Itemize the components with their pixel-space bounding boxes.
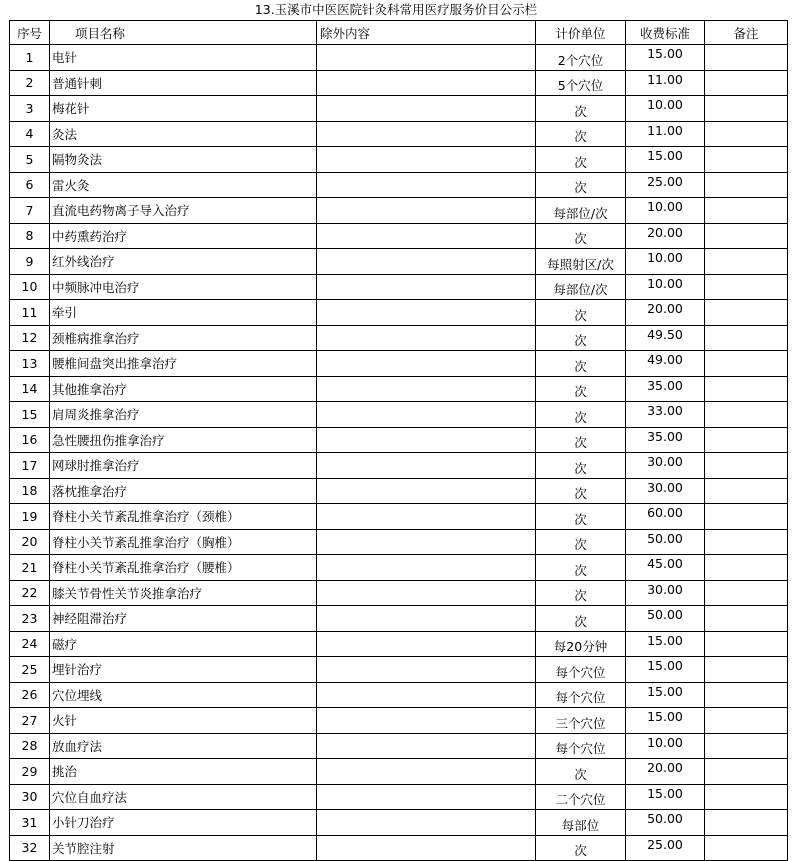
row-no: 16 [10, 427, 50, 453]
row-remark [705, 631, 788, 657]
row-fee: 35.00 [626, 427, 705, 453]
row-fee: 49.00 [626, 351, 705, 377]
row-unit: 每个穴位 [536, 733, 626, 759]
row-no: 11 [10, 300, 50, 326]
row-no: 6 [10, 172, 50, 198]
row-unit: 三个穴位 [536, 708, 626, 734]
row-unit: 次 [536, 453, 626, 479]
table-row [10, 708, 788, 734]
row-no: 28 [10, 733, 50, 759]
row-unit: 次 [536, 351, 626, 377]
row-unit: 2个穴位 [536, 45, 626, 71]
row-fee: 50.00 [626, 529, 705, 555]
row-remark [705, 198, 788, 224]
row-fee: 15.00 [626, 147, 705, 173]
table-row [10, 453, 788, 479]
row-no: 18 [10, 478, 50, 504]
row-unit: 次 [536, 504, 626, 530]
row-remark [705, 453, 788, 479]
row-name: 脊柱小关节紊乱推拿治疗（腰椎） [50, 555, 317, 581]
table-row [10, 172, 788, 198]
table-row [10, 70, 788, 96]
header-unit: 计价单位 [536, 21, 626, 45]
row-name: 火针 [50, 708, 317, 734]
row-name: 其他推拿治疗 [50, 376, 317, 402]
row-excluded [317, 147, 536, 173]
row-remark [705, 147, 788, 173]
row-excluded [317, 810, 536, 836]
row-name: 灸法 [50, 121, 317, 147]
row-excluded [317, 223, 536, 249]
header-name: 项目名称 [50, 21, 317, 45]
row-unit: 次 [536, 172, 626, 198]
header-no: 序号 [10, 21, 50, 45]
row-name: 牵引 [50, 300, 317, 326]
row-no: 31 [10, 810, 50, 836]
row-no: 10 [10, 274, 50, 300]
header-fee: 收费标准 [626, 21, 705, 45]
row-no: 5 [10, 147, 50, 173]
row-no: 30 [10, 784, 50, 810]
row-no: 26 [10, 682, 50, 708]
row-name: 穴位埋线 [50, 682, 317, 708]
row-unit: 次 [536, 478, 626, 504]
row-fee: 33.00 [626, 402, 705, 428]
row-name: 中频脉冲电治疗 [50, 274, 317, 300]
row-no: 23 [10, 606, 50, 632]
row-excluded [317, 45, 536, 71]
table-row [10, 759, 788, 785]
row-remark [705, 70, 788, 96]
row-fee: 11.00 [626, 121, 705, 147]
row-fee: 15.00 [626, 708, 705, 734]
row-remark [705, 325, 788, 351]
row-name: 中药熏药治疗 [50, 223, 317, 249]
table-row [10, 682, 788, 708]
row-unit: 每个穴位 [536, 682, 626, 708]
row-unit: 次 [536, 325, 626, 351]
row-fee: 10.00 [626, 96, 705, 122]
row-name: 肩周炎推拿治疗 [50, 402, 317, 428]
row-no: 1 [10, 45, 50, 71]
row-name: 雷火灸 [50, 172, 317, 198]
table-row [10, 351, 788, 377]
row-fee: 15.00 [626, 631, 705, 657]
row-name: 脊柱小关节紊乱推拿治疗（颈椎） [50, 504, 317, 530]
table-row [10, 325, 788, 351]
row-excluded [317, 555, 536, 581]
table-row [10, 223, 788, 249]
row-remark [705, 504, 788, 530]
row-remark [705, 708, 788, 734]
row-remark [705, 606, 788, 632]
row-unit: 次 [536, 223, 626, 249]
row-remark [705, 402, 788, 428]
row-unit: 次 [536, 402, 626, 428]
row-excluded [317, 325, 536, 351]
row-excluded [317, 657, 536, 683]
table-row [10, 96, 788, 122]
row-fee: 10.00 [626, 733, 705, 759]
table-row [10, 274, 788, 300]
row-name: 落枕推拿治疗 [50, 478, 317, 504]
row-no: 15 [10, 402, 50, 428]
row-excluded [317, 249, 536, 275]
row-fee: 25.00 [626, 172, 705, 198]
row-fee: 30.00 [626, 478, 705, 504]
row-no: 27 [10, 708, 50, 734]
row-name: 颈椎病推拿治疗 [50, 325, 317, 351]
row-unit: 次 [536, 555, 626, 581]
row-no: 17 [10, 453, 50, 479]
table-row [10, 478, 788, 504]
row-fee: 10.00 [626, 249, 705, 275]
row-excluded [317, 376, 536, 402]
row-no: 13 [10, 351, 50, 377]
table-row [10, 427, 788, 453]
row-fee: 15.00 [626, 45, 705, 71]
row-excluded [317, 198, 536, 224]
row-name: 腰椎间盘突出推拿治疗 [50, 351, 317, 377]
row-remark [705, 249, 788, 275]
row-name: 埋针治疗 [50, 657, 317, 683]
table-row [10, 555, 788, 581]
table-row [10, 45, 788, 71]
row-unit: 次 [536, 300, 626, 326]
row-excluded [317, 606, 536, 632]
row-fee: 20.00 [626, 759, 705, 785]
row-remark [705, 172, 788, 198]
row-excluded [317, 580, 536, 606]
row-remark [705, 784, 788, 810]
table-row [10, 784, 788, 810]
row-remark [705, 96, 788, 122]
table-row [10, 631, 788, 657]
row-fee: 50.00 [626, 810, 705, 836]
row-unit: 二个穴位 [536, 784, 626, 810]
table-row [10, 733, 788, 759]
row-no: 21 [10, 555, 50, 581]
row-unit: 5个穴位 [536, 70, 626, 96]
row-excluded [317, 402, 536, 428]
row-unit: 每照射区/次 [536, 249, 626, 275]
row-remark [705, 427, 788, 453]
row-excluded [317, 453, 536, 479]
row-unit: 每部位/次 [536, 198, 626, 224]
row-name: 梅花针 [50, 96, 317, 122]
row-excluded [317, 835, 536, 861]
row-remark [705, 121, 788, 147]
table-row [10, 810, 788, 836]
table-row [10, 529, 788, 555]
row-remark [705, 45, 788, 71]
row-name: 穴位自血疗法 [50, 784, 317, 810]
row-name: 挑治 [50, 759, 317, 785]
table-row [10, 606, 788, 632]
table-row [10, 504, 788, 530]
row-fee: 60.00 [626, 504, 705, 530]
row-remark [705, 835, 788, 861]
header-remark: 备注 [705, 21, 788, 45]
row-excluded [317, 70, 536, 96]
table-row [10, 300, 788, 326]
row-unit: 每20分钟 [536, 631, 626, 657]
row-remark [705, 657, 788, 683]
row-unit: 次 [536, 427, 626, 453]
row-unit: 次 [536, 96, 626, 122]
table-row [10, 580, 788, 606]
row-no: 20 [10, 529, 50, 555]
row-name: 磁疗 [50, 631, 317, 657]
row-no: 25 [10, 657, 50, 683]
row-name: 红外线治疗 [50, 249, 317, 275]
row-unit: 次 [536, 759, 626, 785]
row-excluded [317, 351, 536, 377]
row-no: 22 [10, 580, 50, 606]
row-name: 神经阻滞治疗 [50, 606, 317, 632]
row-fee: 11.00 [626, 70, 705, 96]
row-fee: 30.00 [626, 580, 705, 606]
row-fee: 50.00 [626, 606, 705, 632]
row-name: 关节腔注射 [50, 835, 317, 861]
table-row [10, 121, 788, 147]
row-excluded [317, 733, 536, 759]
row-remark [705, 555, 788, 581]
table-row [10, 657, 788, 683]
row-remark [705, 759, 788, 785]
row-no: 7 [10, 198, 50, 224]
row-name: 小针刀治疗 [50, 810, 317, 836]
row-unit: 次 [536, 121, 626, 147]
row-name: 普通针刺 [50, 70, 317, 96]
row-name: 隔物灸法 [50, 147, 317, 173]
row-excluded [317, 300, 536, 326]
table-row [10, 835, 788, 861]
row-no: 4 [10, 121, 50, 147]
page-title: 13.玉溪市中医医院针灸科常用医疗服务价目公示栏 [254, 2, 538, 17]
row-no: 2 [10, 70, 50, 96]
row-no: 12 [10, 325, 50, 351]
row-unit: 每个穴位 [536, 657, 626, 683]
row-unit: 次 [536, 835, 626, 861]
table-row [10, 402, 788, 428]
table-row [10, 376, 788, 402]
row-remark [705, 300, 788, 326]
table-row [10, 249, 788, 275]
row-name: 急性腰扭伤推拿治疗 [50, 427, 317, 453]
row-unit: 次 [536, 147, 626, 173]
row-fee: 20.00 [626, 223, 705, 249]
row-remark [705, 223, 788, 249]
row-name: 脊柱小关节紊乱推拿治疗（胸椎） [50, 529, 317, 555]
row-excluded [317, 631, 536, 657]
row-excluded [317, 274, 536, 300]
row-excluded [317, 121, 536, 147]
table-row [10, 198, 788, 224]
row-fee: 35.00 [626, 376, 705, 402]
row-unit: 次 [536, 529, 626, 555]
row-fee: 30.00 [626, 453, 705, 479]
row-unit: 次 [536, 376, 626, 402]
row-remark [705, 351, 788, 377]
row-no: 24 [10, 631, 50, 657]
row-no: 9 [10, 249, 50, 275]
row-fee: 25.00 [626, 835, 705, 861]
row-excluded [317, 759, 536, 785]
row-remark [705, 580, 788, 606]
row-excluded [317, 708, 536, 734]
row-fee: 15.00 [626, 682, 705, 708]
row-remark [705, 376, 788, 402]
row-excluded [317, 529, 536, 555]
table-row [10, 147, 788, 173]
row-name: 网球肘推拿治疗 [50, 453, 317, 479]
row-name: 电针 [50, 45, 317, 71]
row-remark [705, 478, 788, 504]
row-excluded [317, 427, 536, 453]
table-header-row [10, 21, 788, 45]
row-fee: 49.50 [626, 325, 705, 351]
row-remark [705, 733, 788, 759]
row-excluded [317, 682, 536, 708]
row-excluded [317, 784, 536, 810]
row-unit: 次 [536, 606, 626, 632]
row-excluded [317, 172, 536, 198]
row-fee: 45.00 [626, 555, 705, 581]
row-remark [705, 274, 788, 300]
row-excluded [317, 478, 536, 504]
row-fee: 15.00 [626, 657, 705, 683]
table-body [10, 45, 788, 861]
row-no: 8 [10, 223, 50, 249]
row-remark [705, 810, 788, 836]
row-fee: 15.00 [626, 784, 705, 810]
row-name: 放血疗法 [50, 733, 317, 759]
row-remark [705, 529, 788, 555]
row-no: 14 [10, 376, 50, 402]
row-fee: 10.00 [626, 198, 705, 224]
row-no: 19 [10, 504, 50, 530]
row-unit: 每部位/次 [536, 274, 626, 300]
row-fee: 20.00 [626, 300, 705, 326]
row-unit: 次 [536, 580, 626, 606]
row-remark [705, 682, 788, 708]
row-unit: 每部位 [536, 810, 626, 836]
header-excluded: 除外内容 [317, 21, 536, 45]
row-no: 3 [10, 96, 50, 122]
price-table [9, 20, 788, 861]
row-no: 29 [10, 759, 50, 785]
row-no: 32 [10, 835, 50, 861]
row-excluded [317, 504, 536, 530]
row-name: 膝关节骨性关节炎推拿治疗 [50, 580, 317, 606]
row-fee: 10.00 [626, 274, 705, 300]
row-name: 直流电药物离子导入治疗 [50, 198, 317, 224]
row-excluded [317, 96, 536, 122]
